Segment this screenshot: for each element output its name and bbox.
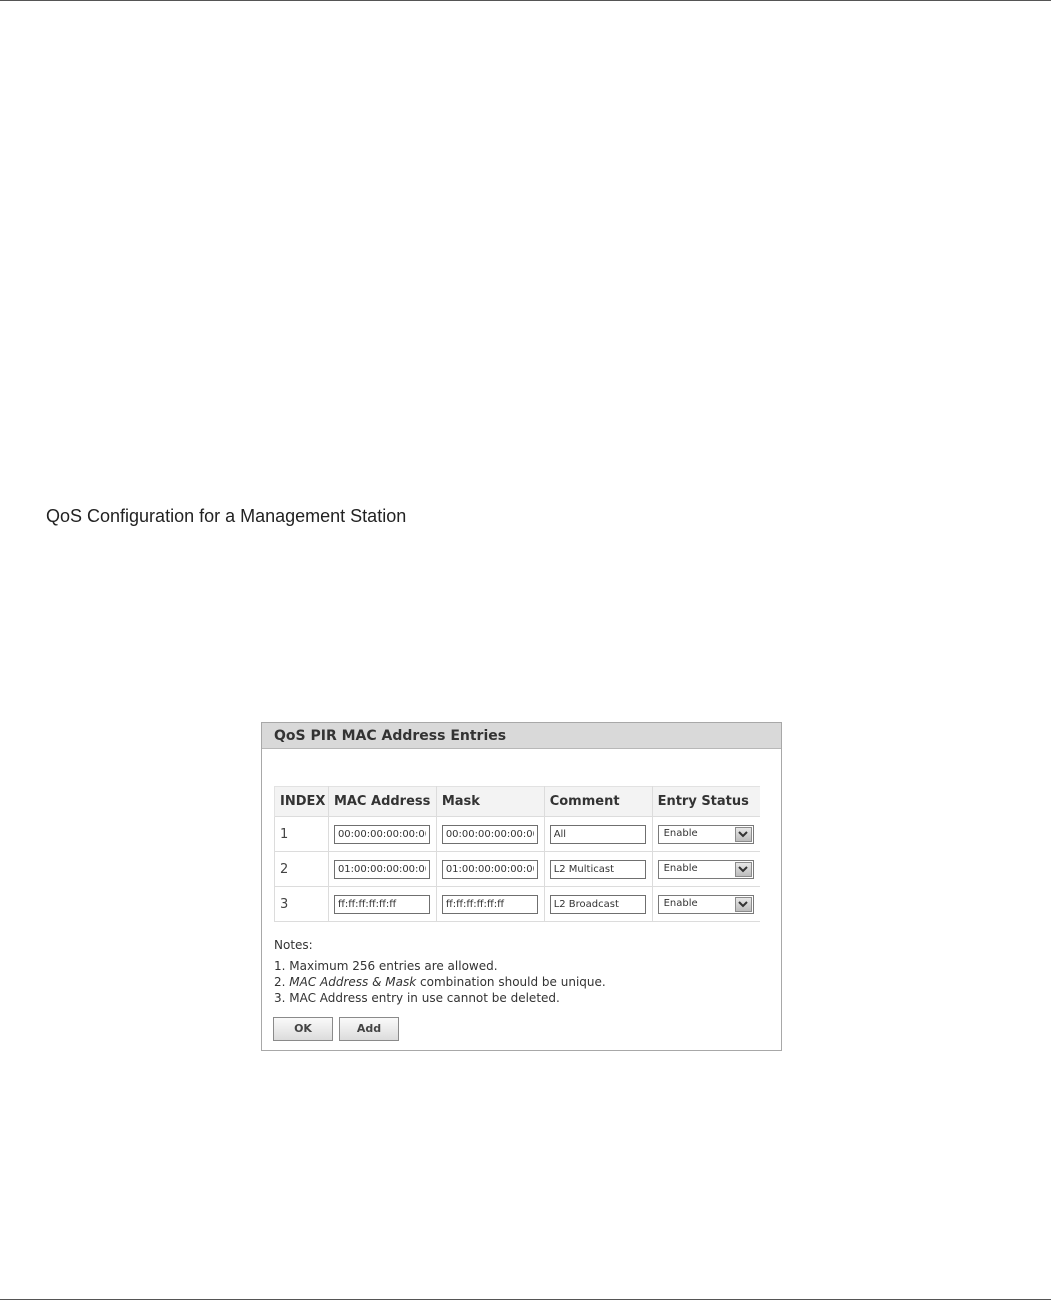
comment-input[interactable]: [550, 825, 646, 844]
mask-cell: [436, 852, 544, 887]
mac-address-input[interactable]: [334, 860, 430, 879]
status-cell: [652, 887, 760, 922]
entry-status-value: Enable: [663, 862, 698, 874]
mac-address-input[interactable]: [334, 825, 430, 844]
row-index: 2: [275, 852, 329, 887]
row-index: 1: [275, 817, 329, 852]
mask-input[interactable]: [442, 895, 538, 914]
comment-input[interactable]: [550, 860, 646, 879]
comment-input[interactable]: [550, 895, 646, 914]
table-row: [275, 817, 761, 852]
column-header-entry-status: Entry Status: [652, 787, 760, 817]
column-header-mac-address: MAC Address: [328, 787, 436, 817]
entry-status-select[interactable]: [658, 860, 754, 879]
comment-cell: [544, 887, 652, 922]
entry-status-select[interactable]: [658, 825, 754, 844]
panel-title: QoS PIR MAC Address Entries: [262, 723, 781, 749]
entry-status-value: Enable: [663, 897, 698, 909]
column-header-comment: Comment: [544, 787, 652, 817]
note-line-2: [274, 974, 606, 990]
table-header-row: [275, 787, 761, 817]
chevron-down-icon[interactable]: [735, 862, 752, 877]
chevron-down-icon[interactable]: [735, 897, 752, 912]
mask-input[interactable]: [442, 860, 538, 879]
mask-cell: [436, 817, 544, 852]
notes: [274, 937, 606, 1006]
table-row: [275, 852, 761, 887]
add-button[interactable]: Add: [339, 1017, 399, 1041]
note-line-2-italic: MAC Address & Mask: [289, 975, 417, 989]
entry-status-value: Enable: [663, 827, 698, 839]
status-cell: [652, 852, 760, 887]
notes-heading: Notes:: [274, 938, 313, 952]
mac-cell: [328, 887, 436, 922]
qos-pir-mac-panel: [261, 722, 782, 1051]
mask-cell: [436, 887, 544, 922]
ok-button[interactable]: OK: [273, 1017, 333, 1041]
mac-address-input[interactable]: [334, 895, 430, 914]
comment-cell: [544, 852, 652, 887]
status-cell: [652, 817, 760, 852]
mac-entries-table: [274, 786, 760, 922]
note-line-1: 1. Maximum 256 entries are allowed.: [274, 959, 498, 973]
note-line-2-prefix: 2.: [274, 975, 290, 989]
column-header-mask: Mask: [436, 787, 544, 817]
comment-cell: [544, 817, 652, 852]
chevron-down-icon[interactable]: [735, 827, 752, 842]
row-index: 3: [275, 887, 329, 922]
mask-input[interactable]: [442, 825, 538, 844]
entry-status-select[interactable]: [658, 895, 754, 914]
mac-cell: [328, 852, 436, 887]
section-title: QoS Configuration for a Management Station: [46, 506, 407, 526]
note-line-2-suffix: combination should be unique.: [416, 975, 606, 989]
table-row: [275, 887, 761, 922]
mac-cell: [328, 817, 436, 852]
column-header-index: INDEX: [275, 787, 329, 817]
top-rule: [0, 0, 1051, 1]
note-line-3: 3. MAC Address entry in use cannot be deleted.: [274, 991, 560, 1005]
